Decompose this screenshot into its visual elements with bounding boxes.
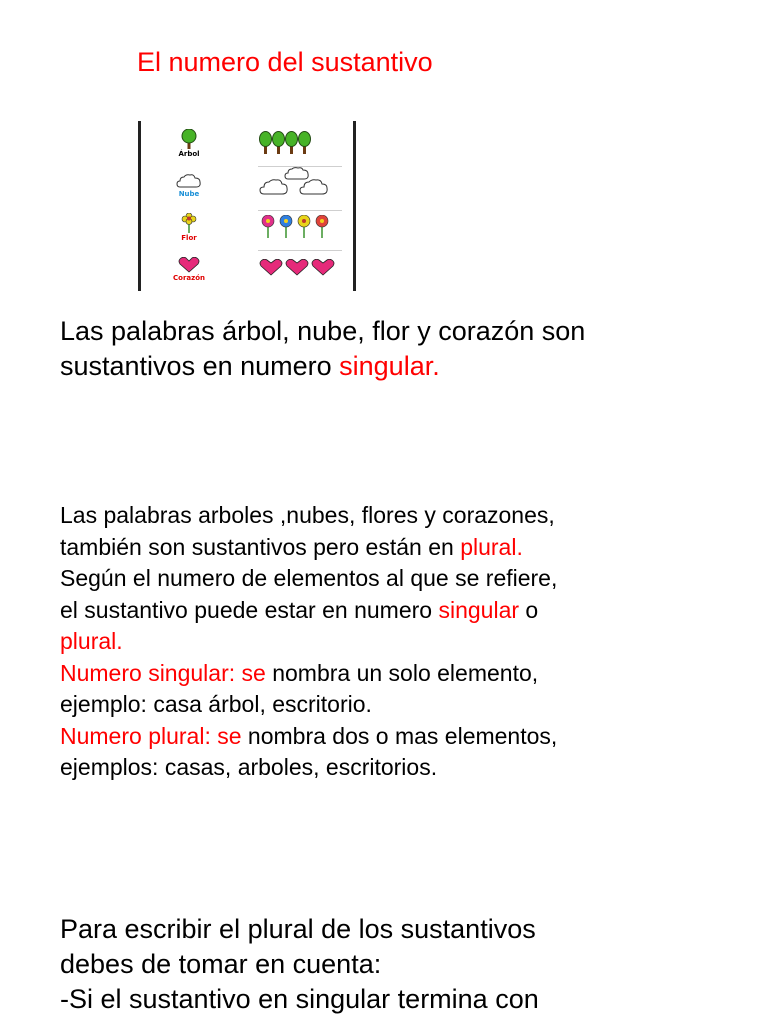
p2-line6 (60, 658, 557, 690)
label-nube: Nube (178, 190, 200, 198)
singular-definition-text: nombra un solo elemento, (265, 659, 539, 686)
label-corazon: Corazón (173, 274, 205, 282)
p3-line2: debes de tomar en cuenta: (60, 949, 382, 979)
plural-trees (258, 131, 340, 155)
clouds-icon (258, 167, 338, 197)
writing-line (258, 210, 342, 211)
figure-left-border (138, 121, 141, 291)
p1-line1: Las palabras árbol, nube, flor y corazón son (60, 316, 586, 346)
trees-icon (258, 131, 318, 155)
writing-line (258, 250, 342, 251)
singular-plural-illustration (138, 121, 356, 291)
hearts-icon (258, 259, 338, 277)
p2-line4-text: el sustantivo puede estar en numero (60, 596, 439, 623)
p2-line8 (60, 721, 557, 753)
p2-line5: plural. (60, 628, 123, 654)
p2-singular-highlight: singular (438, 596, 520, 623)
single-cloud (164, 173, 214, 198)
p2-line2 (60, 532, 557, 564)
plural-clouds (258, 167, 340, 197)
p2-line4-end: o (519, 596, 539, 623)
p2-line3: Según el numero de elementos al que se refiere, (60, 565, 558, 591)
figure-row-nube (148, 173, 346, 213)
label-arbol: Árbol (178, 150, 200, 158)
p1-singular-highlight: singular. (339, 351, 440, 381)
single-flower (164, 213, 214, 242)
plural-hearts (258, 259, 340, 277)
paragraph-plural-rules (60, 912, 539, 1017)
figure-row-arbol (148, 129, 346, 169)
p3-line1: Para escribir el plural de los sustantivos (60, 914, 536, 944)
p1-line2-text: sustantivos en numero (60, 351, 340, 381)
p2-line1: Las palabras arboles ,nubes, flores y corazones, (60, 502, 555, 528)
flower-icon (181, 213, 197, 233)
paragraph-plural-explanation (60, 500, 557, 784)
singular-definition-label: Numero singular: se (60, 659, 266, 686)
figure-right-border (353, 121, 356, 291)
paragraph-singular-intro (60, 314, 585, 384)
single-heart (164, 257, 214, 282)
plural-flowers (258, 215, 340, 239)
p2-line7: ejemplo: casa árbol, escritorio. (60, 691, 372, 717)
figure-row-corazon (148, 257, 346, 297)
label-flor: Flor (181, 234, 197, 242)
p2-line2-text: también son sustantivos pero están en (60, 533, 461, 560)
p3-line3: -Si el sustantivo en singular termina con (60, 984, 539, 1014)
plural-definition-text: nombra dos o mas elementos, (241, 722, 558, 749)
p2-plural-highlight: plural. (460, 533, 523, 560)
single-tree (164, 129, 214, 158)
flowers-icon (258, 215, 340, 239)
cloud-icon (176, 173, 202, 189)
plural-definition-label: Numero plural: se (60, 722, 242, 749)
page-title: El numero del sustantivo (137, 47, 433, 77)
p2-line9: ejemplos: casas, arboles, escritorios. (60, 754, 438, 780)
tree-icon (180, 129, 198, 149)
p2-line4 (60, 595, 557, 627)
figure-row-flor (148, 213, 346, 253)
p1-line2 (60, 349, 585, 384)
heart-icon (178, 257, 200, 273)
